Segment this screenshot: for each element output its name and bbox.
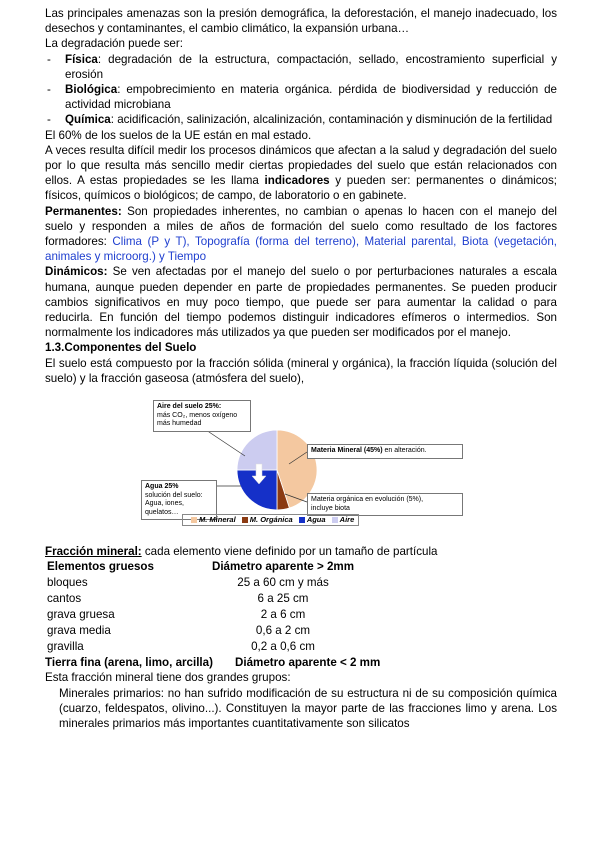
mineral-intro: Fracción mineral: cada elemento viene definido por un tamaño de partícula (45, 545, 438, 559)
legend-swatch (332, 517, 338, 523)
table-row: grava gruesa 2 a 6 cm (47, 608, 306, 622)
legend-swatch (299, 517, 305, 523)
legend-swatch (191, 517, 197, 523)
primarios-paragraph: Minerales primarios: no han sufrido modificación de su estructura ni de su composición química (cuarzo, feldespatos, olivino...). Constituyen la mayor parte de las fracciones limo y arena. Los minerales primarios más importantes cuantitativamente son silicatos (59, 686, 557, 731)
legend-label: Aire (339, 515, 355, 525)
soil-composition-chart (45, 392, 557, 540)
legend-label: Agua (306, 515, 326, 525)
mineral-annotation: Materia Mineral (45%) en alteración. (307, 444, 463, 459)
degradation-list (45, 52, 557, 128)
agua-annotation: Agua 25% solución del suelo: Agua, iones, quelatos… (141, 480, 217, 520)
legend-label: M. Orgánica (249, 515, 293, 525)
term: Biológica (65, 83, 118, 97)
table-row: bloques 25 a 60 cm y más (47, 576, 329, 590)
chart-legend (182, 514, 359, 526)
legend-swatch (242, 517, 248, 523)
table-row: grava media 0,6 a 2 cm (47, 624, 311, 638)
dinamicos-paragraph: Dinámicos: Se ven afectadas por el manejo del suelo o por perturbaciones naturales a escala humana, aunque pueden depender en parte de propiedades permanentes. Se pueden producir cambios significativos en muy poco tiempo, que puede ser para aumentar la calidad o para reducirla. En función del tiempo podemos distinguir indicadores efímeros o intermedios. Son normalmente los indicadores más utilizados ya que pueden ser modificados por el manejo. (45, 265, 557, 340)
table-header: Elementos gruesos Diámetro aparente > 2mm (47, 560, 355, 574)
section-title: 1.3.Componentes del Suelo (45, 341, 197, 355)
list-item: - Química: acidificación, salinización, alcalinización, contaminación y disminución de la fertilidad (47, 113, 553, 127)
permanentes-paragraph: Permanentes: Son propiedades inherentes, no cambian o apenas lo hacen con el manejo del suelo y responden a miles de años de formación del suelo como resultado de los factores formadores: Clima (P y T), Topografía (forma del terreno), Material parental, Biota (vegetación, animales y microorg.) y Tiempo (45, 204, 557, 264)
table-row: cantos 6 a 25 cm (47, 592, 309, 606)
particle-size-table (47, 559, 373, 655)
aire-annotation: Aire del suelo 25%: más CO₂, menos oxígeno más humedad (153, 400, 251, 432)
indicators-paragraph: A veces resulta difícil medir los procesos dinámicos que afectan a la salud y degradación del suelo por lo que resulta más sencillo medir ciertas propiedades del suelo que están relacionados con ellos. A estas propiedades se les llama indicadores y pueden ser: permanentes o dinámicos; físicos, químicos o biológicos; de campo, de laboratorio o en gabinete. (45, 143, 557, 203)
table-row: gravilla 0,2 a 0,6 cm (47, 640, 315, 654)
list-item: - Física: degradación de la estructura, compactación, sellado, encostramiento superficial y erosión (47, 52, 557, 81)
organica-annotation: Materia orgánica en evolución (5%), incluye biota (307, 493, 463, 516)
term: Física (65, 52, 98, 66)
document-page (45, 6, 557, 731)
degradation-intro: La degradación puede ser: (45, 37, 183, 51)
eu-stat: El 60% de los suelos de la UE están en mal estado. (45, 128, 312, 142)
section-intro: El suelo está compuesto por la fracción sólida (mineral y orgánica), la fracción líquida (solución del suelo) y la fracción gaseosa (atmósfera del suelo), (45, 356, 557, 385)
list-item: - Biológica: empobrecimiento en materia orgánica. pérdida de biodiversidad y reducción de actividad microbiana (47, 83, 557, 112)
threats-paragraph: Las principales amenazas son la presión demográfica, la deforestación, el manejo inadecuado, los desechos y contaminantes, el cambio climático, la expansión urbana… (45, 7, 557, 36)
fine-earth-header: Tierra fina (arena, limo, arcilla) Diámetro aparente < 2 mm (45, 656, 381, 670)
legend-label: M. Mineral (199, 515, 236, 525)
groups-intro: Esta fracción mineral tiene dos grandes grupos: (45, 671, 291, 685)
term: Química (65, 113, 111, 127)
